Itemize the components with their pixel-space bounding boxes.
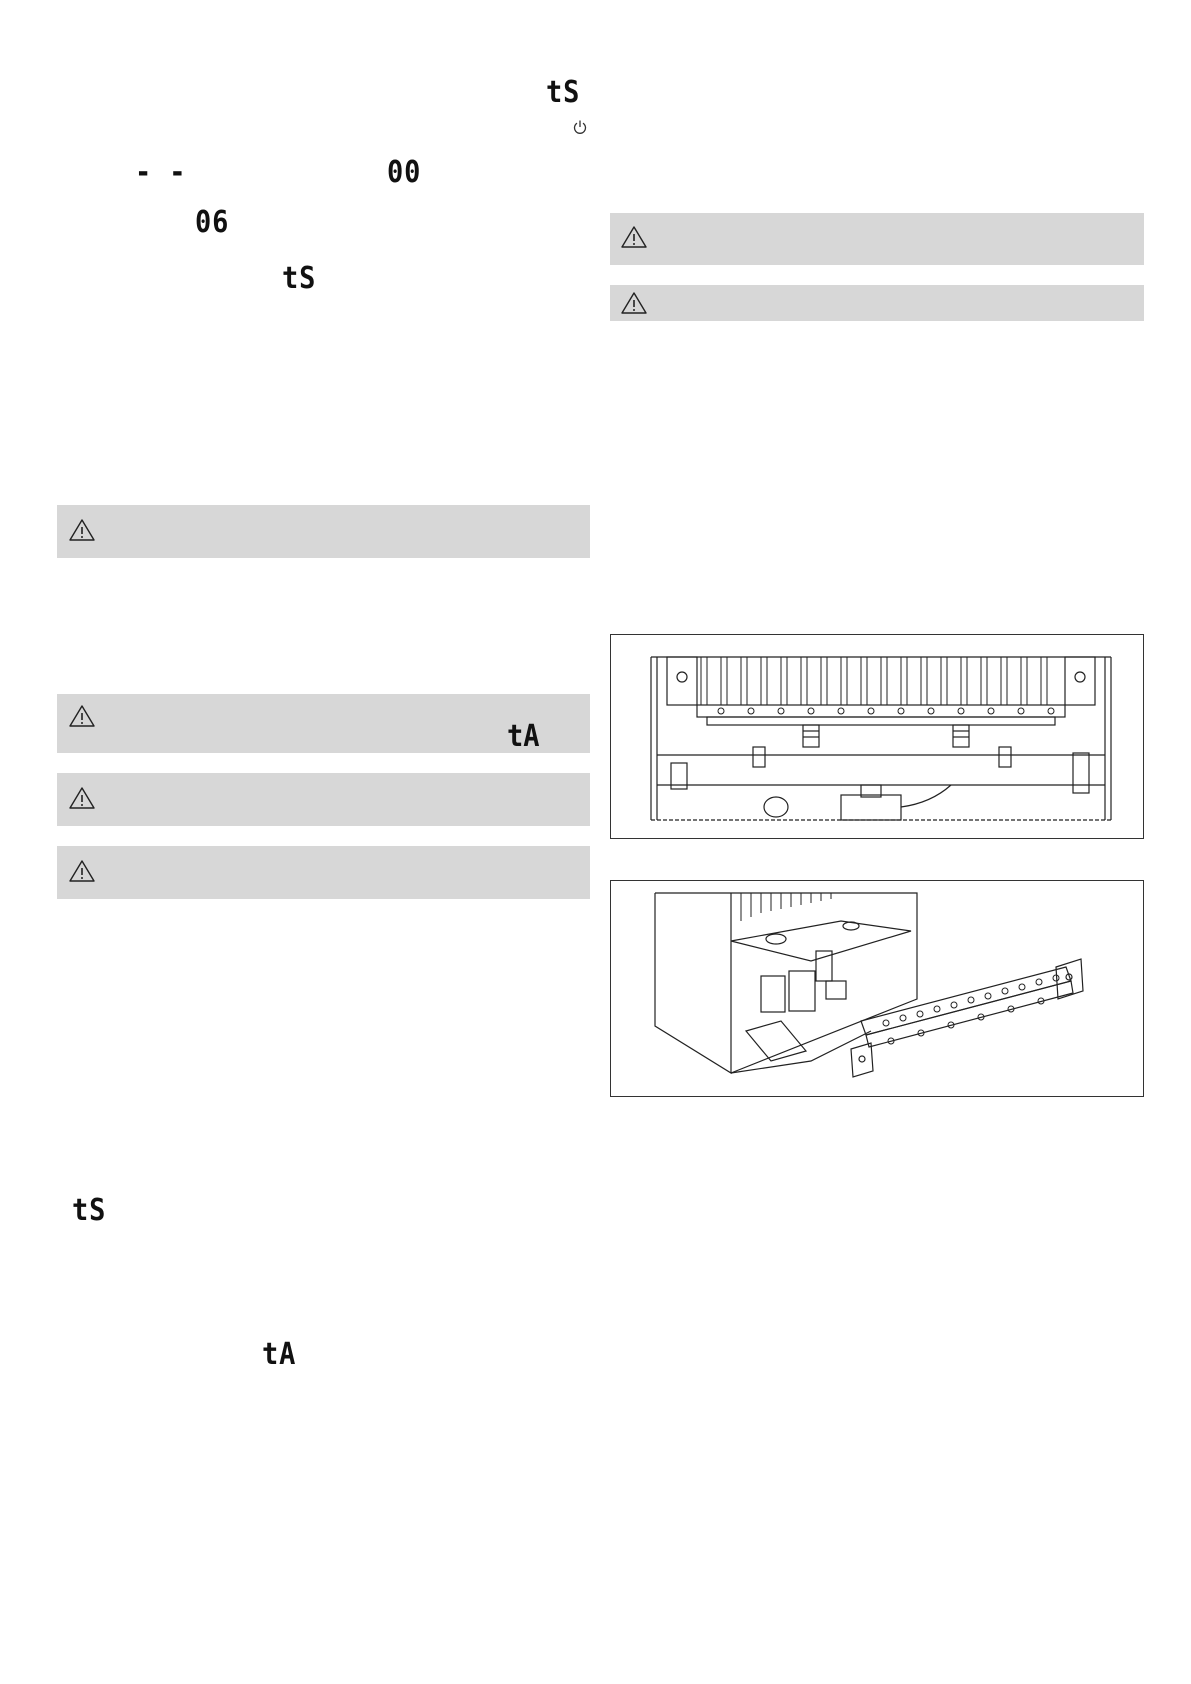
warning-triangle-icon	[68, 859, 96, 883]
display-code-ts-top: tS	[546, 75, 581, 110]
warning-box-2	[57, 694, 590, 753]
warning-triangle-icon	[620, 291, 648, 315]
display-code-00: 00	[387, 155, 422, 190]
power-icon	[572, 119, 588, 135]
display-code-06: 06	[195, 205, 230, 240]
warning-box-6	[610, 285, 1144, 321]
warning-triangle-icon	[620, 225, 648, 249]
warning-triangle-icon	[68, 704, 96, 728]
warning-box-1	[57, 505, 590, 558]
display-code-ts-lower: tS	[72, 1193, 107, 1228]
warning-triangle-icon	[68, 786, 96, 810]
burner-isometric-drawing	[611, 881, 1145, 1098]
display-code-ta-lower: tA	[262, 1337, 297, 1372]
warning-box-5	[610, 213, 1144, 265]
figure-burner-front-view	[610, 634, 1144, 839]
warning-box-3	[57, 773, 590, 826]
display-code-ta-warning: tA	[507, 719, 540, 754]
figure-burner-isometric-view	[610, 880, 1144, 1097]
display-code-dashes: - -	[135, 155, 187, 190]
warning-box-4	[57, 846, 590, 899]
display-code-ts-mid: tS	[282, 261, 317, 296]
burner-front-drawing	[611, 635, 1145, 840]
warning-triangle-icon	[68, 518, 96, 542]
